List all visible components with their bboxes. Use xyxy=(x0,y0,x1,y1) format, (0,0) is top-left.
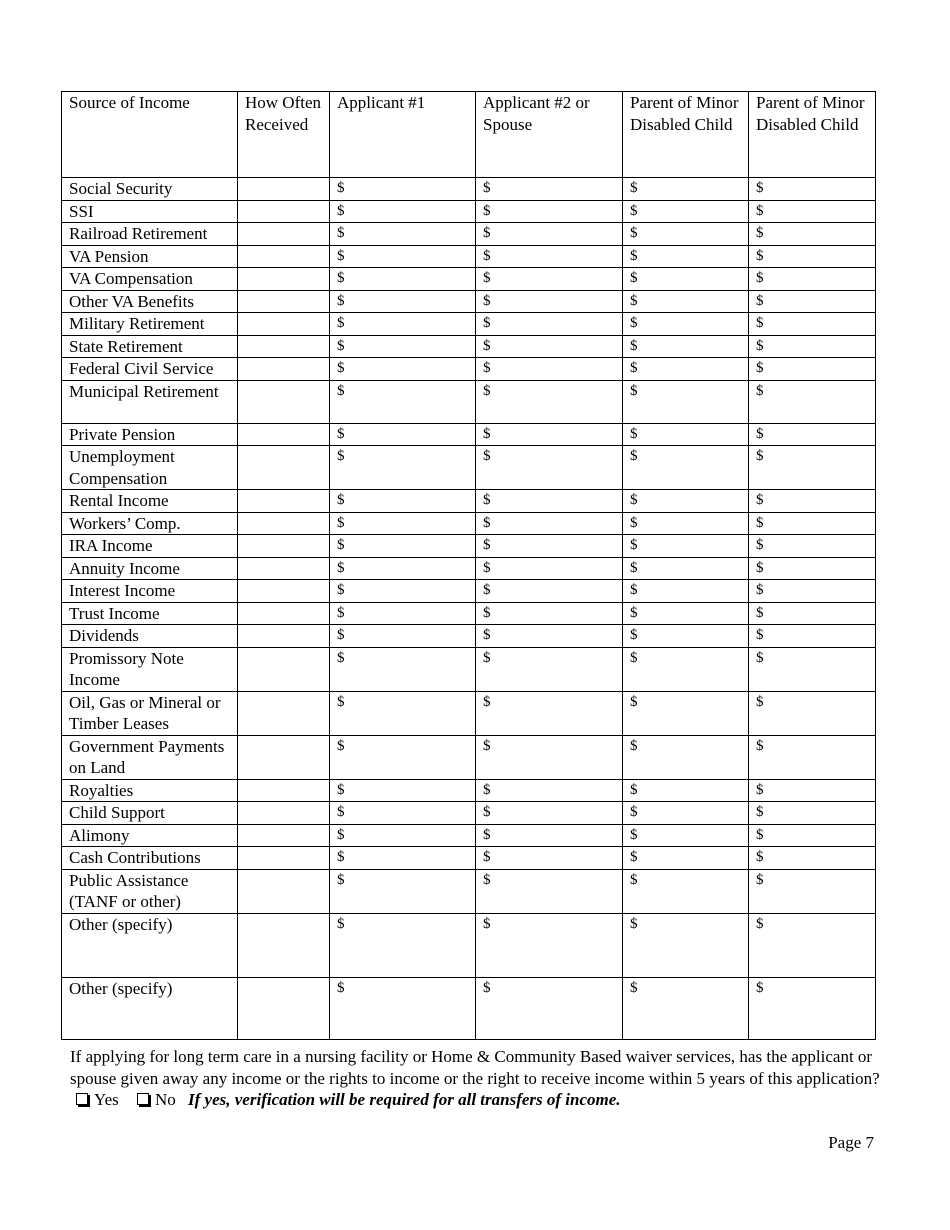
parent-1-amount-cell[interactable]: $ xyxy=(623,380,749,423)
parent-2-amount-cell[interactable]: $ xyxy=(749,977,876,1039)
frequency-cell[interactable] xyxy=(238,625,330,648)
table-row xyxy=(62,535,876,558)
header-parent-2: Parent of Minor Disabled Child xyxy=(749,92,876,178)
parent-1-amount-cell[interactable]: $ xyxy=(623,802,749,825)
applicant-2-amount-cell[interactable]: $ xyxy=(476,557,623,580)
applicant-1-amount-cell[interactable]: $ xyxy=(330,847,476,870)
parent-1-amount-cell[interactable]: $ xyxy=(623,913,749,977)
table-row xyxy=(62,446,876,490)
income-source-label: Federal Civil Service xyxy=(62,358,238,381)
applicant-2-amount-cell[interactable]: $ xyxy=(476,245,623,268)
income-source-label: Other (specify) xyxy=(62,977,238,1039)
frequency-cell[interactable] xyxy=(238,335,330,358)
frequency-cell[interactable] xyxy=(238,557,330,580)
parent-2-amount-cell[interactable]: $ xyxy=(749,446,876,490)
frequency-cell[interactable] xyxy=(238,802,330,825)
parent-2-amount-cell[interactable]: $ xyxy=(749,735,876,779)
applicant-2-amount-cell[interactable]: $ xyxy=(476,869,623,913)
income-source-label: Other VA Benefits xyxy=(62,290,238,313)
parent-2-amount-cell[interactable]: $ xyxy=(749,802,876,825)
frequency-cell[interactable] xyxy=(238,200,330,223)
applicant-2-amount-cell[interactable]: $ xyxy=(476,268,623,291)
frequency-cell[interactable] xyxy=(238,779,330,802)
applicant-2-amount-cell[interactable]: $ xyxy=(476,446,623,490)
parent-1-amount-cell[interactable]: $ xyxy=(623,313,749,336)
frequency-cell[interactable] xyxy=(238,512,330,535)
income-source-label: Oil, Gas or Mineral or Timber Leases xyxy=(62,691,238,735)
transfer-question xyxy=(70,1046,885,1111)
page-number: Page 7 xyxy=(828,1133,874,1152)
income-source-label: IRA Income xyxy=(62,535,238,558)
applicant-2-amount-cell[interactable]: $ xyxy=(476,647,623,691)
table-row xyxy=(62,178,876,201)
income-source-label: Military Retirement xyxy=(62,313,238,336)
parent-1-amount-cell[interactable]: $ xyxy=(623,977,749,1039)
parent-2-amount-cell[interactable]: $ xyxy=(749,490,876,513)
parent-2-amount-cell[interactable]: $ xyxy=(749,847,876,870)
parent-2-amount-cell[interactable]: $ xyxy=(749,557,876,580)
parent-2-amount-cell[interactable]: $ xyxy=(749,335,876,358)
table-row xyxy=(62,977,876,1039)
parent-2-amount-cell[interactable]: $ xyxy=(749,824,876,847)
parent-1-amount-cell[interactable]: $ xyxy=(623,290,749,313)
frequency-cell[interactable] xyxy=(238,735,330,779)
applicant-1-amount-cell[interactable]: $ xyxy=(330,602,476,625)
parent-2-amount-cell[interactable]: $ xyxy=(749,535,876,558)
applicant-1-amount-cell[interactable]: $ xyxy=(330,557,476,580)
table-row xyxy=(62,869,876,913)
parent-1-amount-cell[interactable]: $ xyxy=(623,358,749,381)
income-source-label: Social Security xyxy=(62,178,238,201)
parent-1-amount-cell[interactable]: $ xyxy=(623,200,749,223)
applicant-1-amount-cell[interactable]: $ xyxy=(330,290,476,313)
applicant-2-amount-cell[interactable]: $ xyxy=(476,691,623,735)
applicant-2-amount-cell[interactable]: $ xyxy=(476,779,623,802)
applicant-1-amount-cell[interactable]: $ xyxy=(330,580,476,603)
applicant-2-amount-cell[interactable]: $ xyxy=(476,977,623,1039)
income-source-label: Unemployment Compensation xyxy=(62,446,238,490)
frequency-cell[interactable] xyxy=(238,446,330,490)
applicant-1-amount-cell[interactable]: $ xyxy=(330,625,476,648)
table-row xyxy=(62,824,876,847)
applicant-2-amount-cell[interactable]: $ xyxy=(476,313,623,336)
applicant-1-amount-cell[interactable]: $ xyxy=(330,869,476,913)
table-row xyxy=(62,602,876,625)
applicant-1-amount-cell[interactable]: $ xyxy=(330,380,476,423)
parent-2-amount-cell[interactable]: $ xyxy=(749,602,876,625)
parent-1-amount-cell[interactable]: $ xyxy=(623,625,749,648)
income-source-label: Dividends xyxy=(62,625,238,648)
applicant-1-amount-cell[interactable]: $ xyxy=(330,223,476,246)
applicant-2-amount-cell[interactable]: $ xyxy=(476,824,623,847)
applicant-2-amount-cell[interactable]: $ xyxy=(476,290,623,313)
applicant-1-amount-cell[interactable]: $ xyxy=(330,512,476,535)
applicant-2-amount-cell[interactable]: $ xyxy=(476,602,623,625)
applicant-1-amount-cell[interactable]: $ xyxy=(330,178,476,201)
table-row xyxy=(62,913,876,977)
applicant-1-amount-cell[interactable]: $ xyxy=(330,913,476,977)
parent-2-amount-cell[interactable]: $ xyxy=(749,268,876,291)
parent-2-amount-cell[interactable]: $ xyxy=(749,625,876,648)
parent-2-amount-cell[interactable]: $ xyxy=(749,869,876,913)
header-row xyxy=(62,92,876,178)
income-source-label: Public Assistance (TANF or other) xyxy=(62,869,238,913)
applicant-1-amount-cell[interactable]: $ xyxy=(330,735,476,779)
income-source-label: SSI xyxy=(62,200,238,223)
income-source-label: VA Pension xyxy=(62,245,238,268)
applicant-2-amount-cell[interactable]: $ xyxy=(476,735,623,779)
frequency-cell[interactable] xyxy=(238,977,330,1039)
applicant-1-amount-cell[interactable]: $ xyxy=(330,802,476,825)
frequency-cell[interactable] xyxy=(238,824,330,847)
income-source-label: Royalties xyxy=(62,779,238,802)
applicant-2-amount-cell[interactable]: $ xyxy=(476,423,623,446)
table-row xyxy=(62,380,876,423)
income-source-label: Promissory Note Income xyxy=(62,647,238,691)
applicant-1-amount-cell[interactable]: $ xyxy=(330,268,476,291)
parent-1-amount-cell[interactable]: $ xyxy=(623,512,749,535)
income-table xyxy=(61,91,876,1040)
applicant-1-amount-cell[interactable]: $ xyxy=(330,335,476,358)
income-source-label: Annuity Income xyxy=(62,557,238,580)
income-source-label: Other (specify) xyxy=(62,913,238,977)
parent-2-amount-cell[interactable]: $ xyxy=(749,512,876,535)
income-source-label: Government Payments on Land xyxy=(62,735,238,779)
parent-2-amount-cell[interactable]: $ xyxy=(749,647,876,691)
frequency-cell[interactable] xyxy=(238,691,330,735)
applicant-1-amount-cell[interactable]: $ xyxy=(330,977,476,1039)
applicant-2-amount-cell[interactable]: $ xyxy=(476,335,623,358)
no-label: No xyxy=(155,1090,176,1109)
frequency-cell[interactable] xyxy=(238,380,330,423)
applicant-2-amount-cell[interactable]: $ xyxy=(476,380,623,423)
income-source-label: VA Compensation xyxy=(62,268,238,291)
applicant-1-amount-cell[interactable]: $ xyxy=(330,200,476,223)
header-frequency: How Often Received xyxy=(238,92,330,178)
parent-1-amount-cell[interactable]: $ xyxy=(623,223,749,246)
parent-1-amount-cell[interactable]: $ xyxy=(623,446,749,490)
table-row xyxy=(62,512,876,535)
income-source-label: Alimony xyxy=(62,824,238,847)
parent-2-amount-cell[interactable]: $ xyxy=(749,358,876,381)
question-text: If applying for long term care in a nursing facility or Home & Community Based waiver services, has the applicant or spouse given away any income or the rights to income or the right to receive income within 5 years of this application? xyxy=(70,1047,880,1088)
table-row xyxy=(62,223,876,246)
table-row xyxy=(62,557,876,580)
applicant-2-amount-cell[interactable]: $ xyxy=(476,358,623,381)
parent-2-amount-cell[interactable]: $ xyxy=(749,290,876,313)
income-source-label: Child Support xyxy=(62,802,238,825)
applicant-2-amount-cell[interactable]: $ xyxy=(476,512,623,535)
parent-1-amount-cell[interactable]: $ xyxy=(623,580,749,603)
applicant-2-amount-cell[interactable]: $ xyxy=(476,802,623,825)
table-row xyxy=(62,490,876,513)
table-row xyxy=(62,335,876,358)
parent-2-amount-cell[interactable]: $ xyxy=(749,380,876,423)
applicant-1-amount-cell[interactable]: $ xyxy=(330,824,476,847)
parent-1-amount-cell[interactable]: $ xyxy=(623,691,749,735)
frequency-cell[interactable] xyxy=(238,423,330,446)
parent-1-amount-cell[interactable]: $ xyxy=(623,490,749,513)
applicant-1-amount-cell[interactable]: $ xyxy=(330,691,476,735)
table-row xyxy=(62,691,876,735)
income-source-label: Rental Income xyxy=(62,490,238,513)
income-source-label: Trust Income xyxy=(62,602,238,625)
frequency-cell[interactable] xyxy=(238,268,330,291)
parent-2-amount-cell[interactable]: $ xyxy=(749,913,876,977)
frequency-cell[interactable] xyxy=(238,178,330,201)
table-row xyxy=(62,580,876,603)
table-row xyxy=(62,647,876,691)
frequency-cell[interactable] xyxy=(238,535,330,558)
applicant-1-amount-cell[interactable]: $ xyxy=(330,446,476,490)
parent-1-amount-cell[interactable]: $ xyxy=(623,268,749,291)
parent-1-amount-cell[interactable]: $ xyxy=(623,423,749,446)
frequency-cell[interactable] xyxy=(238,245,330,268)
parent-1-amount-cell[interactable]: $ xyxy=(623,847,749,870)
frequency-cell[interactable] xyxy=(238,358,330,381)
applicant-2-amount-cell[interactable]: $ xyxy=(476,535,623,558)
parent-1-amount-cell[interactable]: $ xyxy=(623,602,749,625)
frequency-cell[interactable] xyxy=(238,869,330,913)
table-row xyxy=(62,313,876,336)
applicant-2-amount-cell[interactable]: $ xyxy=(476,847,623,870)
table-row xyxy=(62,200,876,223)
table-row xyxy=(62,423,876,446)
verification-note: If yes, verification will be required for all transfers of income. xyxy=(188,1090,621,1109)
parent-2-amount-cell[interactable]: $ xyxy=(749,691,876,735)
parent-1-amount-cell[interactable]: $ xyxy=(623,647,749,691)
parent-1-amount-cell[interactable]: $ xyxy=(623,535,749,558)
frequency-cell[interactable] xyxy=(238,602,330,625)
applicant-2-amount-cell[interactable]: $ xyxy=(476,200,623,223)
parent-2-amount-cell[interactable]: $ xyxy=(749,423,876,446)
parent-2-amount-cell[interactable]: $ xyxy=(749,223,876,246)
parent-1-amount-cell[interactable]: $ xyxy=(623,824,749,847)
income-source-label: State Retirement xyxy=(62,335,238,358)
applicant-2-amount-cell[interactable]: $ xyxy=(476,913,623,977)
frequency-cell[interactable] xyxy=(238,290,330,313)
income-source-label: Municipal Retirement xyxy=(62,380,238,423)
table-row xyxy=(62,847,876,870)
applicant-1-amount-cell[interactable]: $ xyxy=(330,779,476,802)
table-row xyxy=(62,290,876,313)
table-row xyxy=(62,735,876,779)
frequency-cell[interactable] xyxy=(238,223,330,246)
no-checkbox[interactable] xyxy=(137,1093,149,1105)
parent-1-amount-cell[interactable]: $ xyxy=(623,557,749,580)
frequency-cell[interactable] xyxy=(238,490,330,513)
parent-2-amount-cell[interactable]: $ xyxy=(749,178,876,201)
header-applicant-1: Applicant #1 xyxy=(330,92,476,178)
income-source-label: Railroad Retirement xyxy=(62,223,238,246)
frequency-cell[interactable] xyxy=(238,847,330,870)
frequency-cell[interactable] xyxy=(238,580,330,603)
table-row xyxy=(62,802,876,825)
income-source-label: Interest Income xyxy=(62,580,238,603)
parent-1-amount-cell[interactable]: $ xyxy=(623,779,749,802)
parent-1-amount-cell[interactable]: $ xyxy=(623,335,749,358)
frequency-cell[interactable] xyxy=(238,647,330,691)
applicant-2-amount-cell[interactable]: $ xyxy=(476,625,623,648)
table-row xyxy=(62,625,876,648)
yes-label: Yes xyxy=(94,1090,119,1109)
parent-2-amount-cell[interactable]: $ xyxy=(749,313,876,336)
income-rows xyxy=(62,178,876,1040)
income-source-label: Cash Contributions xyxy=(62,847,238,870)
parent-2-amount-cell[interactable]: $ xyxy=(749,580,876,603)
applicant-1-amount-cell[interactable]: $ xyxy=(330,245,476,268)
header-applicant-2: Applicant #2 or Spouse xyxy=(476,92,623,178)
applicant-2-amount-cell[interactable]: $ xyxy=(476,178,623,201)
income-source-label: Private Pension xyxy=(62,423,238,446)
parent-2-amount-cell[interactable]: $ xyxy=(749,245,876,268)
applicant-1-amount-cell[interactable]: $ xyxy=(330,313,476,336)
table-row xyxy=(62,779,876,802)
parent-2-amount-cell[interactable]: $ xyxy=(749,779,876,802)
applicant-1-amount-cell[interactable]: $ xyxy=(330,490,476,513)
frequency-cell[interactable] xyxy=(238,313,330,336)
frequency-cell[interactable] xyxy=(238,913,330,977)
table-row xyxy=(62,358,876,381)
applicant-2-amount-cell[interactable]: $ xyxy=(476,490,623,513)
table-row xyxy=(62,268,876,291)
header-parent-1: Parent of Minor Disabled Child xyxy=(623,92,749,178)
income-source-label: Workers’ Comp. xyxy=(62,512,238,535)
parent-1-amount-cell[interactable]: $ xyxy=(623,178,749,201)
applicant-2-amount-cell[interactable]: $ xyxy=(476,223,623,246)
applicant-1-amount-cell[interactable]: $ xyxy=(330,535,476,558)
parent-1-amount-cell[interactable]: $ xyxy=(623,869,749,913)
yes-checkbox[interactable] xyxy=(76,1093,88,1105)
table-row xyxy=(62,245,876,268)
applicant-2-amount-cell[interactable]: $ xyxy=(476,580,623,603)
applicant-1-amount-cell[interactable]: $ xyxy=(330,358,476,381)
applicant-1-amount-cell[interactable]: $ xyxy=(330,647,476,691)
header-source: Source of Income xyxy=(62,92,238,178)
applicant-1-amount-cell[interactable]: $ xyxy=(330,423,476,446)
parent-1-amount-cell[interactable]: $ xyxy=(623,245,749,268)
parent-2-amount-cell[interactable]: $ xyxy=(749,200,876,223)
parent-1-amount-cell[interactable]: $ xyxy=(623,735,749,779)
